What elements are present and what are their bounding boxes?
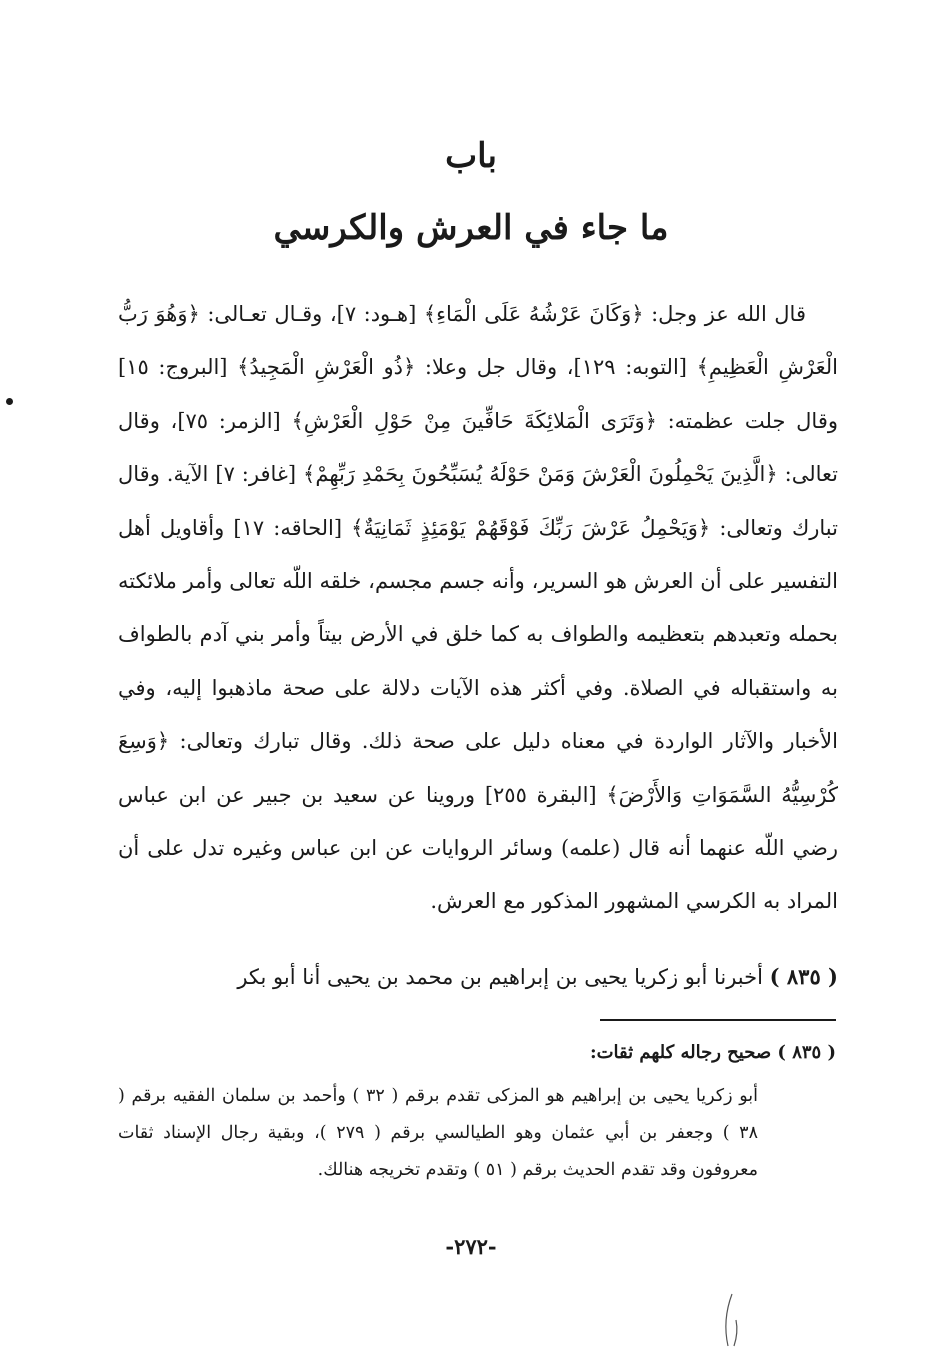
chapter-title: ما جاء في العرش والكرسي <box>273 208 669 248</box>
pen-stroke-mark <box>718 1290 748 1350</box>
page-number: -٢٧٢- <box>445 1234 497 1259</box>
margin-dot <box>6 398 13 405</box>
chapter-label: باب <box>445 136 497 176</box>
hadith-number: ( ٨٣٥ ) <box>769 964 838 989</box>
footnote-text: أبو زكريا يحيى بن إبراهيم هو المزكى تقدم برقم ( ٣٢ ) وأحمد بن سلمان الفقيه برقم ( ٣٨ ) وجعفر بن أبي عثمان وهو الطيالسي برقم ( ٢٧٩ )، وبقية رجال الإسناد ثقات معروفون وقد تقدم الحديث برقم ( ٥١ ) وتقدم تخريجه هنالك. <box>118 1086 759 1180</box>
footnote-heading: ( ٨٣٥ ) صحيح رجاله كلهم ثقات: <box>589 1042 836 1063</box>
footnote-separator <box>600 1019 836 1021</box>
main-text <box>118 288 838 929</box>
body-paragraph: قال الله عز وجل: ﴿وَكَانَ عَرْشُهُ عَلَى الْمَاءِ﴾ [هـود: ٧]، وقـال تعـالى: ﴿وَهُوَ رَبُّ الْعَرْشِ الْعَظِيمِ﴾ [التوبه: ١٢٩]، وقال جل وعلا: ﴿ذُو الْعَرْشِ الْمَجِيدُ﴾ [البروج: ١٥] وقال جلت عظمته: ﴿وَتَرَى الْمَلائِكَةَ حَافِّينَ مِنْ حَوْلِ الْعَرْشِ﴾ [الزمر: ٧٥]، وقال تعالى: ﴿الَّذِينَ يَحْمِلُونَ الْعَرْشَ وَمَنْ حَوْلَهُ يُسَبِّحُونَ بِحَمْدِ رَبِّهِمْ﴾ [غافر: ٧] الآية. وقال تبارك وتعالى: ﴿وَيَحْمِلُ عَرْشَ رَبِّكَ فَوْقَهُمْ يَوْمَئِذٍ ثَمَانِيَةٌ﴾ [الحاقه: ١٧] وأقاويل أهل التفسير على أن العرش هو السرير، وأنه جسم مجسم، خلقه اللّه تعالى وأمر ملائكته بحمله وتعبدهم بتعظيمه والطواف به كما خلق في الأرض بيتاً وأمر بني آدم بالطواف به واستقباله في الصلاة. وفي أكثر هذه الآيات دلالة على صحة ماذهبوا إليه، وفي الأخبار والآثار الواردة في معناه دليل على صحة ذلك. وقال تبارك وتعالى: ﴿وَسِعَ كُرْسِيُّهُ السَّمَوَاتِ وَالأَرْضَ﴾ [البقرة ٢٥٥] وروينا عن سعيد بن جبير عن ابن عباس رضي اللّه عنهما أنه قال (علمه) وسائر الروايات عن ابن عباس وغيره تدل على أن المراد به الكرسي المشهور المذكور مع العرش. <box>118 302 838 914</box>
hadith-line <box>118 950 838 1004</box>
hadith-text: أخبرنا أبو زكريا يحيى بن إبراهيم بن محمد بن يحيى أنا أبو بكر <box>237 965 763 989</box>
